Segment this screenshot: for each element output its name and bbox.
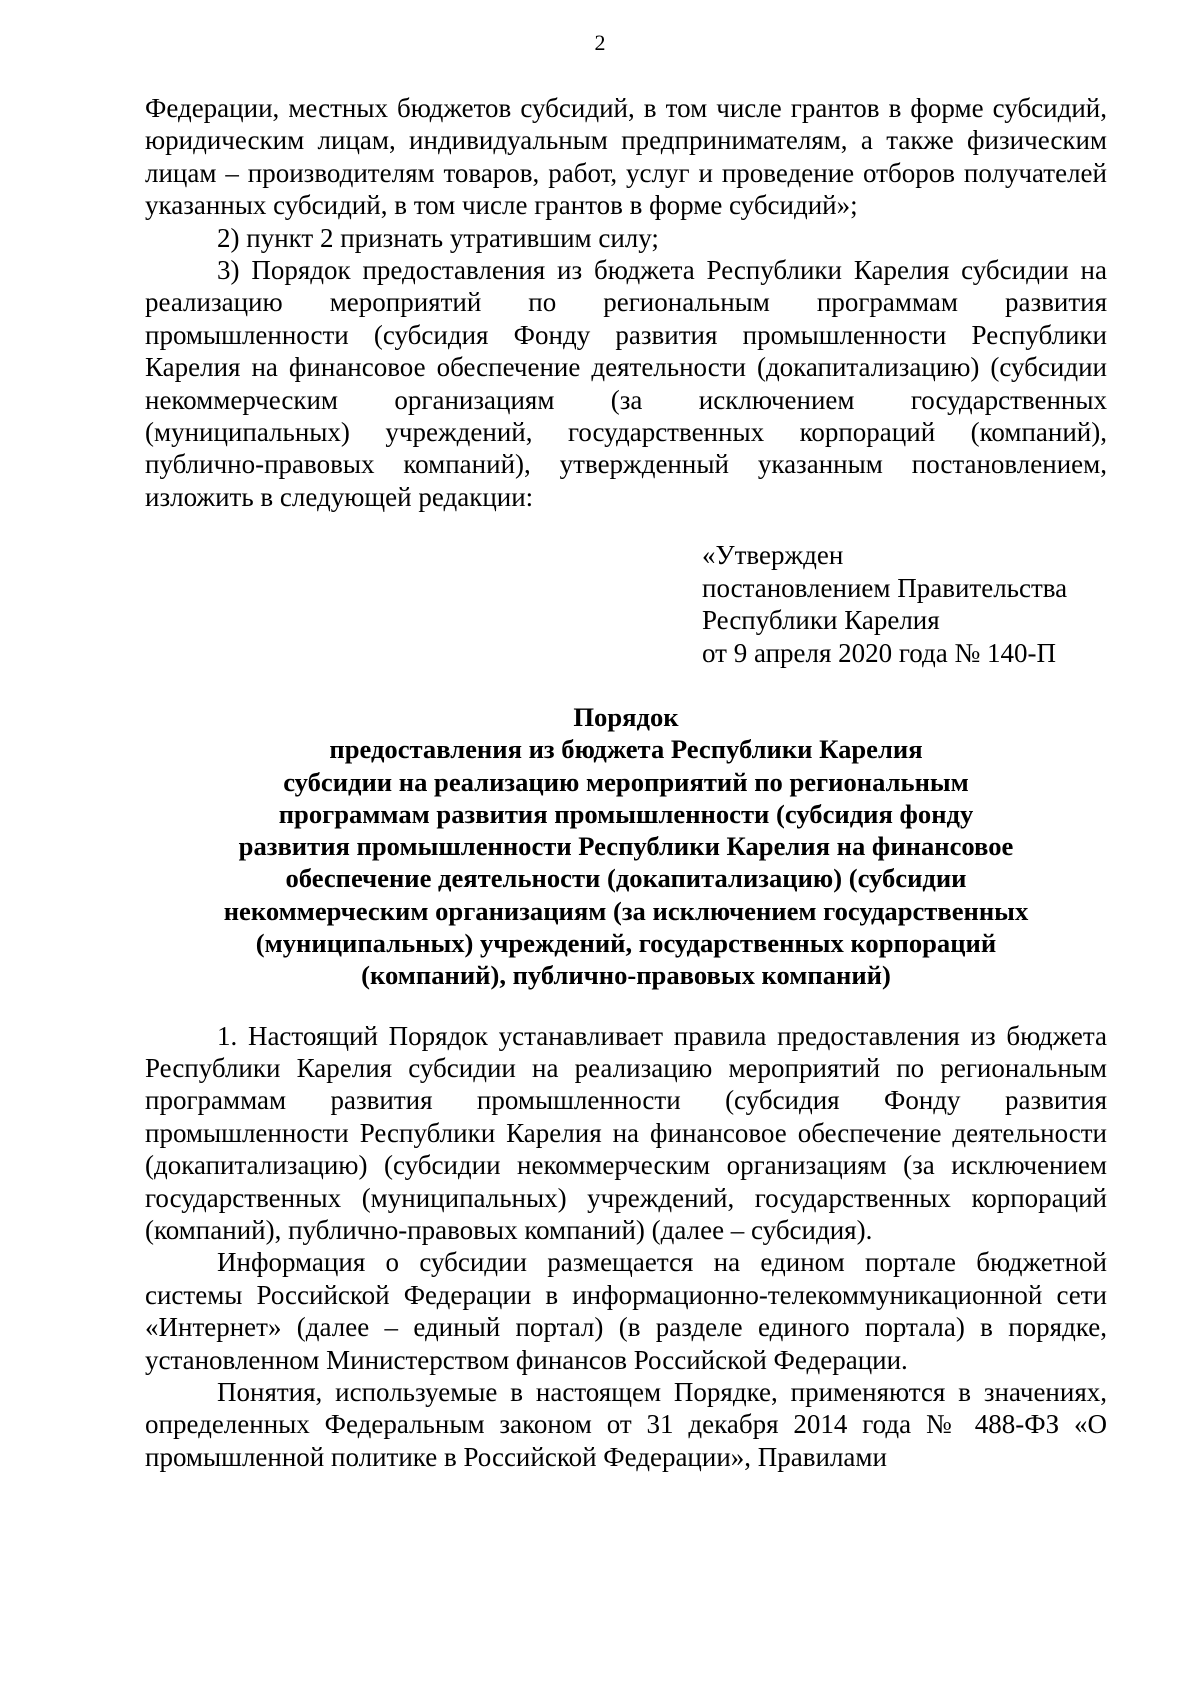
paragraph-continuation: Федерации, местных бюджетов субсидий, в том числе грантов в форме субсидий, юридическим лицам, индивидуальным предпринимателям, а также физическим лицам – производителям товаров, работ, услуг и проведение отборов получателей указанных субсидий, в том числе грантов в форме субсидий»; xyxy=(145,93,1107,221)
title-line: предоставления из бюджета Республики Карелия xyxy=(329,734,923,765)
document-title xyxy=(145,701,1107,992)
title-line: развития промышленности Республики Карелия на финансовое xyxy=(238,831,1014,862)
approval-stamp-block xyxy=(702,539,1107,669)
paragraph-1: 1. Настоящий Порядок устанавливает правила предоставления из бюджета Республики Карелия субсидии на реализацию мероприятий по региональным программам развития промышленности (субсидия Фонду развития промышленности Республики Карелия на финансовое обеспечение деятельности (докапитализацию) (субсидии некоммерческим организациям (за исключением государственных (муниципальных) учреждений, государственных корпораций (компаний), публично-правовых компаний) (далее – субсидия). xyxy=(145,1020,1107,1246)
title-line: Порядок xyxy=(573,701,679,732)
title-line: (компаний), публично-правовых компаний) xyxy=(361,960,891,991)
title-line: некоммерческим организациям (за исключением государственных xyxy=(223,895,1029,926)
paragraph-3: Понятия, используемые в настоящем Порядке, применяются в значениях, определенных Федеральным законом от 31 декабря 2014 года № 488-ФЗ «О промышленной политике в Российской Федерации», Правилами xyxy=(145,1377,1107,1472)
approval-line: от 9 апреля 2020 года № 140-П xyxy=(702,637,1056,668)
list-item-2: 2) пункт 2 признать утратившим силу; xyxy=(217,222,659,253)
title-line: субсидии на реализацию мероприятий по региональным xyxy=(283,766,969,797)
title-line: обеспечение деятельности (докапитализацию) (субсидии xyxy=(285,863,967,894)
title-line: (муниципальных) учреждений, государственных корпораций xyxy=(255,927,997,958)
approval-line: «Утвержден xyxy=(702,540,844,571)
title-line: программам развития промышленности (субсидия фонду xyxy=(278,798,974,829)
paragraph-2: Информация о субсидии размещается на едином портале бюджетной системы Российской Федерации в информационно-телекоммуникационной сети «Интернет» (далее – единый портал) (в разделе единого портала) в порядке, установленном Министерством финансов Российской Федерации. xyxy=(145,1247,1107,1375)
list-item-3: 3) Порядок предоставления из бюджета Республики Карелия субсидии на реализацию мероприятий по региональным программам развития промышленности (субсидия Фонду развития промышленности Республики Карелия на финансовое обеспечение деятельности (докапитализацию) (субсидии некоммерческим организациям (за исключением государственных (муниципальных) учреждений, государственных корпораций (компаний), публично-правовых компаний), утвержденный указанным постановлением, изложить в следующей редакции: xyxy=(145,255,1107,512)
approval-line: постановлением Правительства xyxy=(702,572,1068,603)
document-body xyxy=(145,92,1107,1473)
procedure-section xyxy=(145,1020,1107,1474)
approval-line: Республики Карелия xyxy=(702,605,940,636)
page-number: 2 xyxy=(594,30,606,55)
